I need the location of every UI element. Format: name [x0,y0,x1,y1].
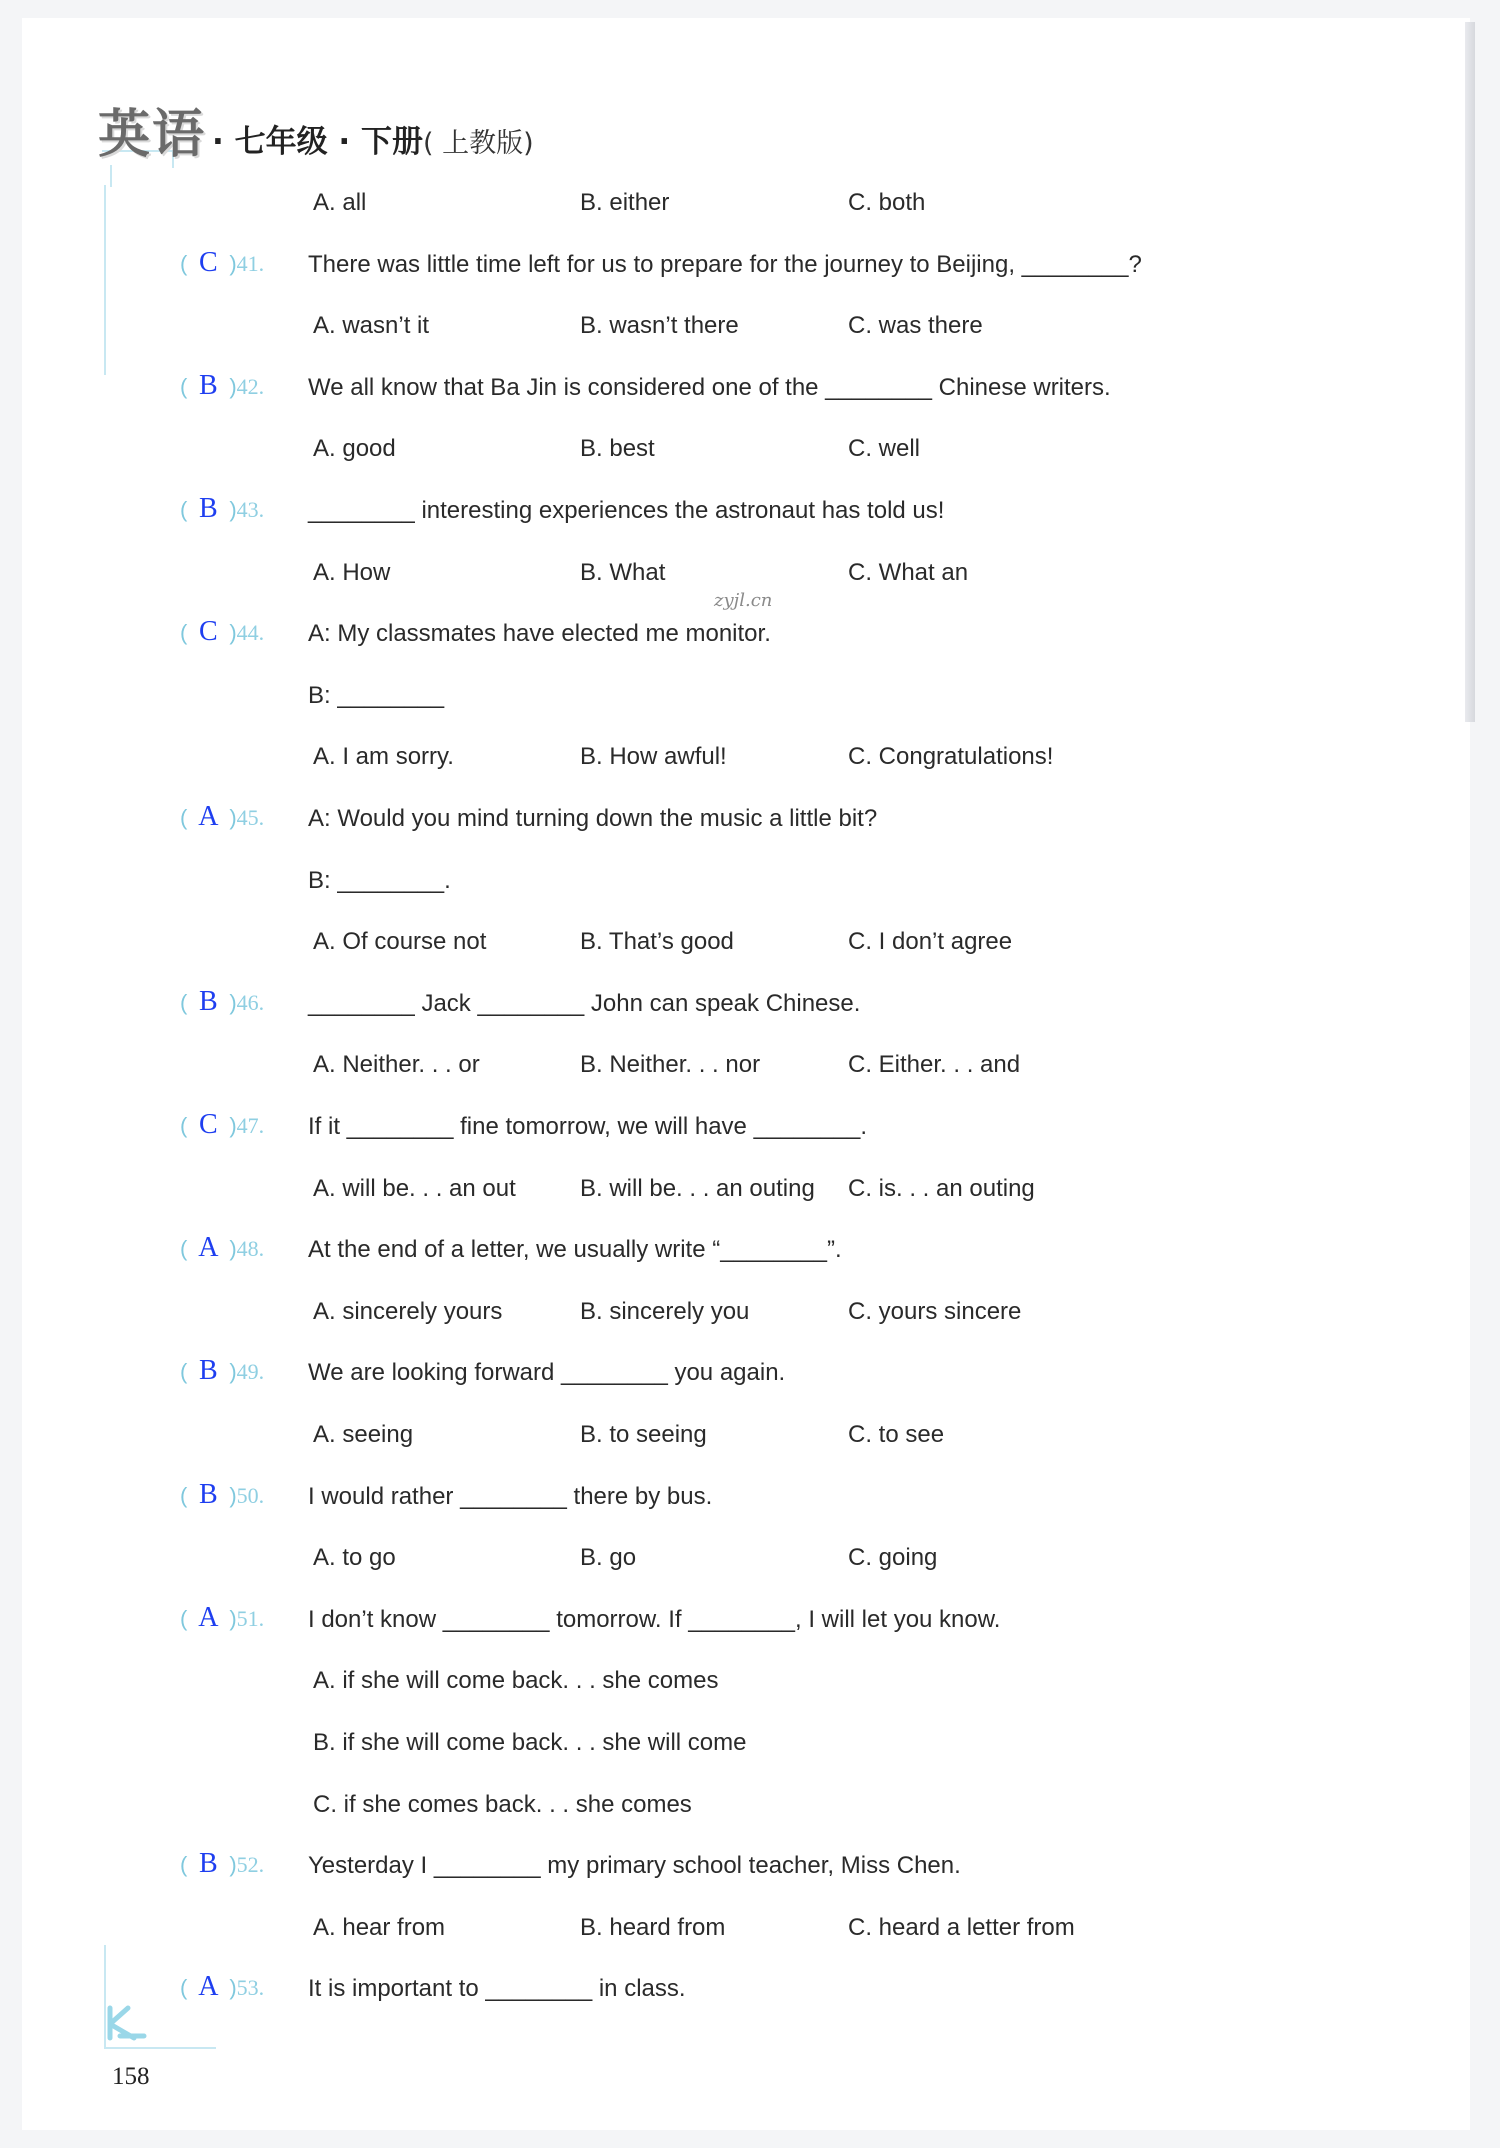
q43-option-b: B. What [580,558,666,586]
q43-answer-slot [180,494,264,528]
q49-option-a: A. seeing [313,1421,414,1448]
q41-answer-slot [180,248,264,282]
q51-option-c: C. if she comes back. . . she comes [313,1790,692,1818]
q51-stem: I don’t know ________ tomorrow. If ________, I will let you know. [308,1605,1001,1633]
q42-option-b: B. best [580,435,655,463]
q50-option-c: C. going [848,1544,938,1572]
q46-option-a: A. Neither. . . or [313,1051,480,1079]
q41-option-a: A. wasn’t it [313,312,430,340]
q43-option-c: C. What an [848,558,969,586]
q42-answer-slot [180,371,264,405]
q46-option-b: B. Neither. . . nor [580,1051,761,1079]
q52-number: 52. [236,1852,265,1878]
q53-answer-slot [180,1972,264,2006]
q50-stem: I would rather ________ there by bus. [308,1482,713,1510]
q52-option-c: C. heard a letter from [848,1913,1075,1941]
q42-answer-letter: B [198,369,218,401]
q42-option-c: C. well [848,435,921,463]
page-header [98,92,534,165]
paren-close: ) [229,805,237,830]
paren-open: ( [180,620,188,646]
q46-number: 46. [236,989,265,1015]
q42-number: 42. [236,373,265,399]
q49-answer-slot [180,1356,264,1390]
paren-open: ( [180,373,188,399]
watermark: zyjl.cn [714,590,773,611]
q49-stem: We are looking forward ________ you again. [308,1359,786,1387]
q41-number: 41. [236,250,265,276]
paren-open: ( [180,1236,188,1262]
q51-answer-letter: A [198,1601,219,1633]
q45-reply: B: ________. [308,866,451,894]
q41-option-c: C. was there [848,312,983,340]
paren-close: ) [229,497,237,522]
q48-answer-slot [180,1233,264,1267]
page-number: 158 [112,2063,150,2090]
paren-close: ) [229,1113,237,1138]
q42-option-a: A. good [313,435,396,463]
edition-label: ( 上教版) [422,128,534,159]
q44-answer-letter: C [198,616,218,648]
q45-option-a: A. Of course not [313,928,487,956]
q43-option-a: A. How [313,558,391,586]
q44-option-c: C. Congratulations! [848,743,1054,771]
paren-open: ( [180,1975,188,2001]
paren-close: ) [229,620,237,646]
q50-answer-letter: B [198,1478,218,1510]
q43-answer-letter: B [198,493,218,524]
q52-answer-letter: B [198,1848,218,1880]
q48-number: 48. [236,1236,265,1262]
q47-stem: If it ________ fine tomorrow, we will have ________. [308,1113,868,1140]
q44-number: 44. [236,620,265,646]
paren-open: ( [180,1605,188,1631]
q53-answer-letter: A [198,1971,219,2003]
paren-close: ) [229,1359,237,1385]
q53-stem: It is important to ________ in class. [308,1975,686,2003]
q46-answer-slot [180,987,264,1021]
q46-answer-letter: B [198,985,218,1017]
q43-stem: ________ interesting experiences the astronaut has told us! [308,497,945,524]
q40-option-c: C. both [848,189,926,216]
q52-option-a: A. hear from [313,1913,446,1941]
q47-option-b: B. will be. . . an outing [580,1174,815,1202]
q47-option-c: C. is. . . an outing [848,1174,1035,1202]
q51-answer-slot [180,1603,264,1637]
q49-number: 49. [236,1359,265,1385]
q48-stem: At the end of a letter, we usually write “________”. [308,1236,842,1264]
paren-close: ) [229,250,237,276]
q40-option-a: A. all [313,189,367,216]
q46-option-c: C. Either. . . and [848,1051,1021,1079]
q50-answer-slot [180,1480,264,1514]
q45-number: 45. [236,805,265,830]
q52-answer-slot [180,1849,264,1883]
q43-number: 43. [236,497,265,522]
q47-option-a: A. will be. . . an out [313,1174,516,1202]
corner-arrow-icon [104,2002,148,2042]
q45-answer-letter: A [198,801,219,832]
q44-option-b: B. How awful! [580,743,727,771]
paren-close: ) [229,1482,237,1508]
q51-option-b: B. if she will come back. . . she will come [313,1729,747,1756]
q48-answer-letter: A [198,1232,219,1264]
q45-option-b: B. That’s good [580,928,734,956]
paren-open: ( [180,1359,188,1385]
header-decoration [110,165,174,187]
paren-open: ( [180,1852,188,1878]
paren-close: ) [229,1852,237,1878]
paren-close: ) [229,1605,237,1631]
q51-number: 51. [236,1605,265,1631]
q40-option-b: B. either [580,189,670,216]
q45-option-c: C. I don’t agree [848,928,1013,956]
page-edge-shadow [1465,22,1475,722]
q41-answer-letter: C [198,246,218,278]
q53-number: 53. [236,1975,265,2001]
q50-option-b: B. go [580,1544,637,1572]
q44-option-a: A. I am sorry. [313,743,454,771]
paren-close: ) [229,373,237,399]
q52-option-b: B. heard from [580,1913,726,1941]
q50-option-a: A. to go [313,1544,396,1572]
q47-answer-letter: C [198,1109,218,1140]
q51-option-a: A. if she will come back. . . she comes [313,1667,719,1695]
q49-option-c: C. to see [848,1421,945,1448]
paren-close: ) [229,1975,237,2001]
q45-stem: A: Would you mind turning down the music a little bit? [308,805,878,832]
paren-open: ( [180,250,188,276]
q44-reply: B: ________ [308,681,445,709]
paren-open: ( [180,497,188,522]
q50-number: 50. [236,1482,265,1508]
paren-open: ( [180,1113,188,1138]
left-margin-line [104,185,108,375]
q47-answer-slot [180,1110,264,1144]
paren-close: ) [229,989,237,1015]
q49-answer-letter: B [198,1355,218,1387]
q45-answer-slot [180,802,264,836]
q52-stem: Yesterday I ________ my primary school teacher, Miss Chen. [308,1852,961,1880]
q49-option-b: B. to seeing [580,1421,707,1448]
q48-option-b: B. sincerely you [580,1297,750,1325]
q46-stem: ________ Jack ________ John can speak Chinese. [308,989,861,1017]
q48-option-c: C. yours sincere [848,1297,1022,1325]
paren-open: ( [180,805,188,830]
q48-option-a: A. sincerely yours [313,1297,503,1325]
q44-answer-slot [180,617,264,651]
grade-title: · 七年级 · 下册 [212,124,423,160]
paren-open: ( [180,1482,188,1508]
q47-number: 47. [236,1113,265,1138]
q44-stem: A: My classmates have elected me monitor. [308,620,771,648]
paren-open: ( [180,989,188,1015]
subject-title: 英语 [98,104,207,165]
q41-stem: There was little time left for us to prepare for the journey to Beijing, ________? [308,250,1142,278]
q41-option-b: B. wasn’t there [580,312,739,340]
q42-stem: We all know that Ba Jin is considered one of the ________ Chinese writers. [308,373,1111,401]
paren-close: ) [229,1236,237,1262]
